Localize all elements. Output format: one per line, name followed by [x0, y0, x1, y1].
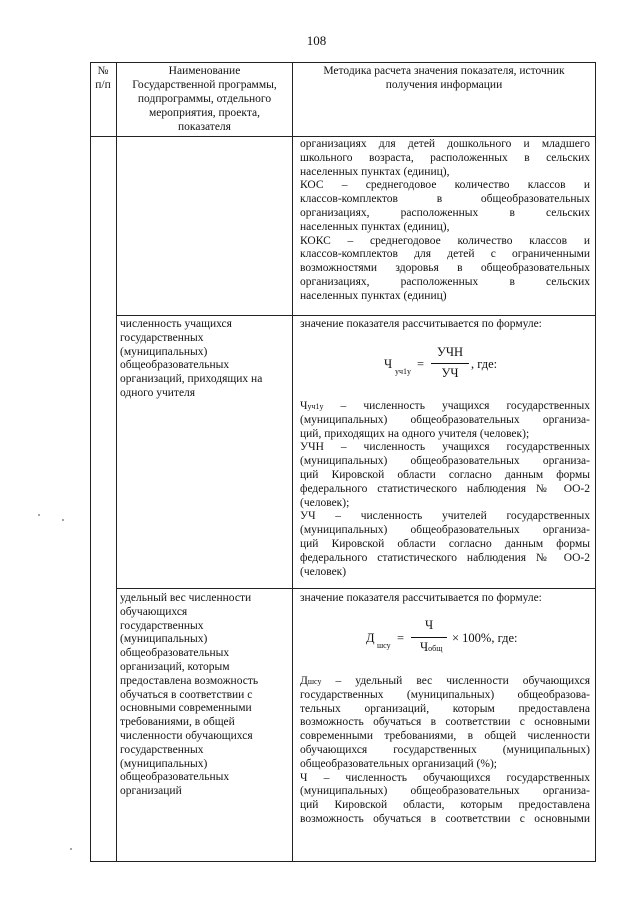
- header-number: [90, 64, 116, 92]
- formula-lhs: [384, 357, 392, 372]
- text-line: ций Кировской области, которым предоставлена: [300, 799, 590, 812]
- text-line: одного учителя: [120, 386, 196, 399]
- text-line: населенных пунктах (единиц): [300, 289, 447, 302]
- formula-subscript: шсу: [377, 641, 391, 650]
- text-line: (муниципальных) общеобразовательных организа-: [300, 524, 590, 537]
- table-border-bottom: [90, 861, 596, 862]
- text-line: общеобразовательных: [120, 359, 230, 372]
- text-line: (муниципальных): [120, 345, 208, 358]
- text-line: Ч – численность обучающихся государственных: [300, 771, 590, 784]
- header-line: показателя: [178, 121, 231, 133]
- text-line: возможность обучаться в соответствии с основными: [300, 812, 590, 825]
- text-line: (муниципальных) общеобразовательных организа-: [300, 455, 590, 468]
- text-line: ций, приходящих на одного учителя (человек);: [300, 427, 530, 440]
- text-line: организациях для детей дошкольного и младшего: [300, 138, 590, 150]
- formula-numerator: УЧН: [436, 345, 463, 359]
- text-line: возможностями здоровья в общеобразовательных: [300, 262, 590, 275]
- text-line: (муниципальных) общеобразовательных организа-: [300, 413, 590, 426]
- header-line: Наименование: [168, 65, 241, 77]
- text-line: УЧН – численность учащихся государственных: [300, 441, 590, 454]
- text-line: государственных: [120, 619, 204, 632]
- row3-definitions: [300, 675, 590, 827]
- text-fragment: – численность учащихся государственных: [323, 400, 590, 412]
- text-line: численность учащихся: [120, 318, 232, 330]
- text-line: государственных: [120, 331, 204, 344]
- text-line: организаций, приходящих на: [120, 373, 263, 386]
- column-divider: [292, 62, 293, 862]
- text-line: КОС – среднегодовое количество классов и: [300, 179, 590, 192]
- text-line: организаций, которым: [120, 660, 230, 673]
- text-line: общеобразовательных: [120, 647, 230, 660]
- text-line: организациях, расположенных в сельских: [300, 206, 590, 219]
- scan-speck: [62, 519, 64, 521]
- text-line: [300, 675, 590, 689]
- text-line: обучающихся государственных (муниципальных): [300, 743, 590, 756]
- text-line: предоставлена возможность: [120, 674, 259, 687]
- text-line: федерального статистического наблюдения № ОО-2: [300, 482, 590, 495]
- text-line: организациях, расположенных в сельских: [300, 275, 590, 288]
- text-line: тельных организаций, которым предоставлена: [300, 702, 590, 715]
- row2-formula-intro: значение показателя рассчитывается по формуле:: [300, 318, 542, 330]
- text-line: классов-комплектов в общеобразовательных: [300, 193, 590, 206]
- text-line: [300, 400, 590, 414]
- header-method: [293, 64, 595, 92]
- fraction-bar: [411, 637, 447, 638]
- text-line: общеобразовательных: [120, 771, 230, 784]
- symbol: Ч: [300, 400, 308, 412]
- text-line: обучающихся: [120, 605, 188, 618]
- row3-name-cell: [120, 592, 290, 799]
- formula-lhs: Д: [366, 631, 375, 645]
- text-line: государственных: [120, 743, 204, 756]
- text-line: (муниципальных): [120, 757, 208, 770]
- text-line: организаций: [120, 785, 182, 798]
- row-divider: [116, 588, 596, 589]
- text-line: населенных пунктах (единиц),: [300, 220, 450, 233]
- row2-name-cell: [120, 318, 290, 401]
- formula-tail: , где:: [471, 357, 498, 371]
- header-line: мероприятия, проекта,: [149, 107, 260, 119]
- formula-symbol: Ч: [384, 357, 393, 371]
- page-number: 108: [306, 33, 327, 48]
- table-border-left: [90, 62, 91, 862]
- text-line: школьного возраста, расположенных в сельских: [300, 151, 590, 164]
- text-line: федерального статистического наблюдения № ОО-2: [300, 551, 590, 564]
- header-line: получения информации: [385, 79, 503, 91]
- header-line: Методика расчета значения показателя, источник: [323, 65, 565, 77]
- formula-equals: =: [417, 357, 425, 371]
- header-line: №: [97, 65, 109, 77]
- text-line: (муниципальных) общеобразовательных организа-: [300, 785, 590, 798]
- table-border-right: [595, 62, 596, 862]
- text-line: возможность обучаться в соответствии с основными: [300, 716, 590, 729]
- header-name: [117, 64, 292, 134]
- text-line: обучаться в соответствии с: [120, 688, 253, 701]
- text-line: удельный вес численности: [120, 592, 252, 604]
- symbol-subscript: уч1у: [307, 402, 324, 411]
- formula-subscript: общ: [428, 644, 443, 653]
- formula-denominator: УЧ: [441, 366, 459, 380]
- header-line: п/п: [95, 79, 111, 91]
- header-line: Государственной программы,: [132, 79, 277, 91]
- header-divider: [90, 136, 596, 137]
- text-line: классов-комплектов для детей с ограниченными: [300, 248, 590, 261]
- row1-method-cell: [300, 138, 590, 304]
- text-line: ций Кировской области согласно данным формы: [300, 537, 590, 550]
- scan-speck: [70, 848, 72, 850]
- formula-equals: =: [397, 631, 405, 645]
- text-line: основными современными: [120, 702, 252, 715]
- row3-formula-intro: значение показателя рассчитывается по формуле:: [300, 592, 542, 604]
- header-line: подпрограммы, отдельного: [137, 93, 272, 105]
- text-fragment: – удельный вес численности обучающихся: [321, 675, 590, 687]
- text-line: УЧ – численность учителей государственных: [300, 510, 590, 523]
- text-line: требованиями, в общей: [120, 716, 235, 729]
- text-line: (человек): [300, 565, 347, 578]
- symbol-subscript: шсу: [307, 677, 322, 686]
- row2-definitions: [300, 400, 590, 579]
- formula-denominator: [420, 640, 442, 655]
- text-line: (муниципальных): [120, 633, 208, 646]
- fraction-bar: [431, 363, 469, 364]
- text-line: населенных пунктах (единиц),: [300, 165, 450, 178]
- formula-symbol: Ч: [420, 640, 429, 654]
- indicator-table: [90, 62, 596, 862]
- text-line: (человек);: [300, 496, 350, 509]
- text-line: общеобразовательных организаций (%);: [300, 757, 497, 770]
- formula-tail: × 100%, где:: [452, 631, 518, 645]
- symbol: Д: [300, 675, 308, 687]
- formula-numerator: Ч: [424, 618, 434, 632]
- text-line: ций Кировской области согласно данным формы: [300, 468, 590, 481]
- text-line: численности обучающихся: [120, 729, 253, 742]
- text-line: КОКС – среднегодовое количество классов и: [300, 234, 590, 247]
- table-border-top: [90, 62, 596, 63]
- formula-subscript: уч1у: [395, 367, 412, 376]
- row-divider: [116, 315, 596, 316]
- column-divider: [116, 62, 117, 862]
- scan-speck: [38, 514, 40, 516]
- text-line: государственных (муниципальных) общеобразова-: [300, 688, 590, 701]
- text-line: современными требованиями, в общей численности: [300, 730, 590, 743]
